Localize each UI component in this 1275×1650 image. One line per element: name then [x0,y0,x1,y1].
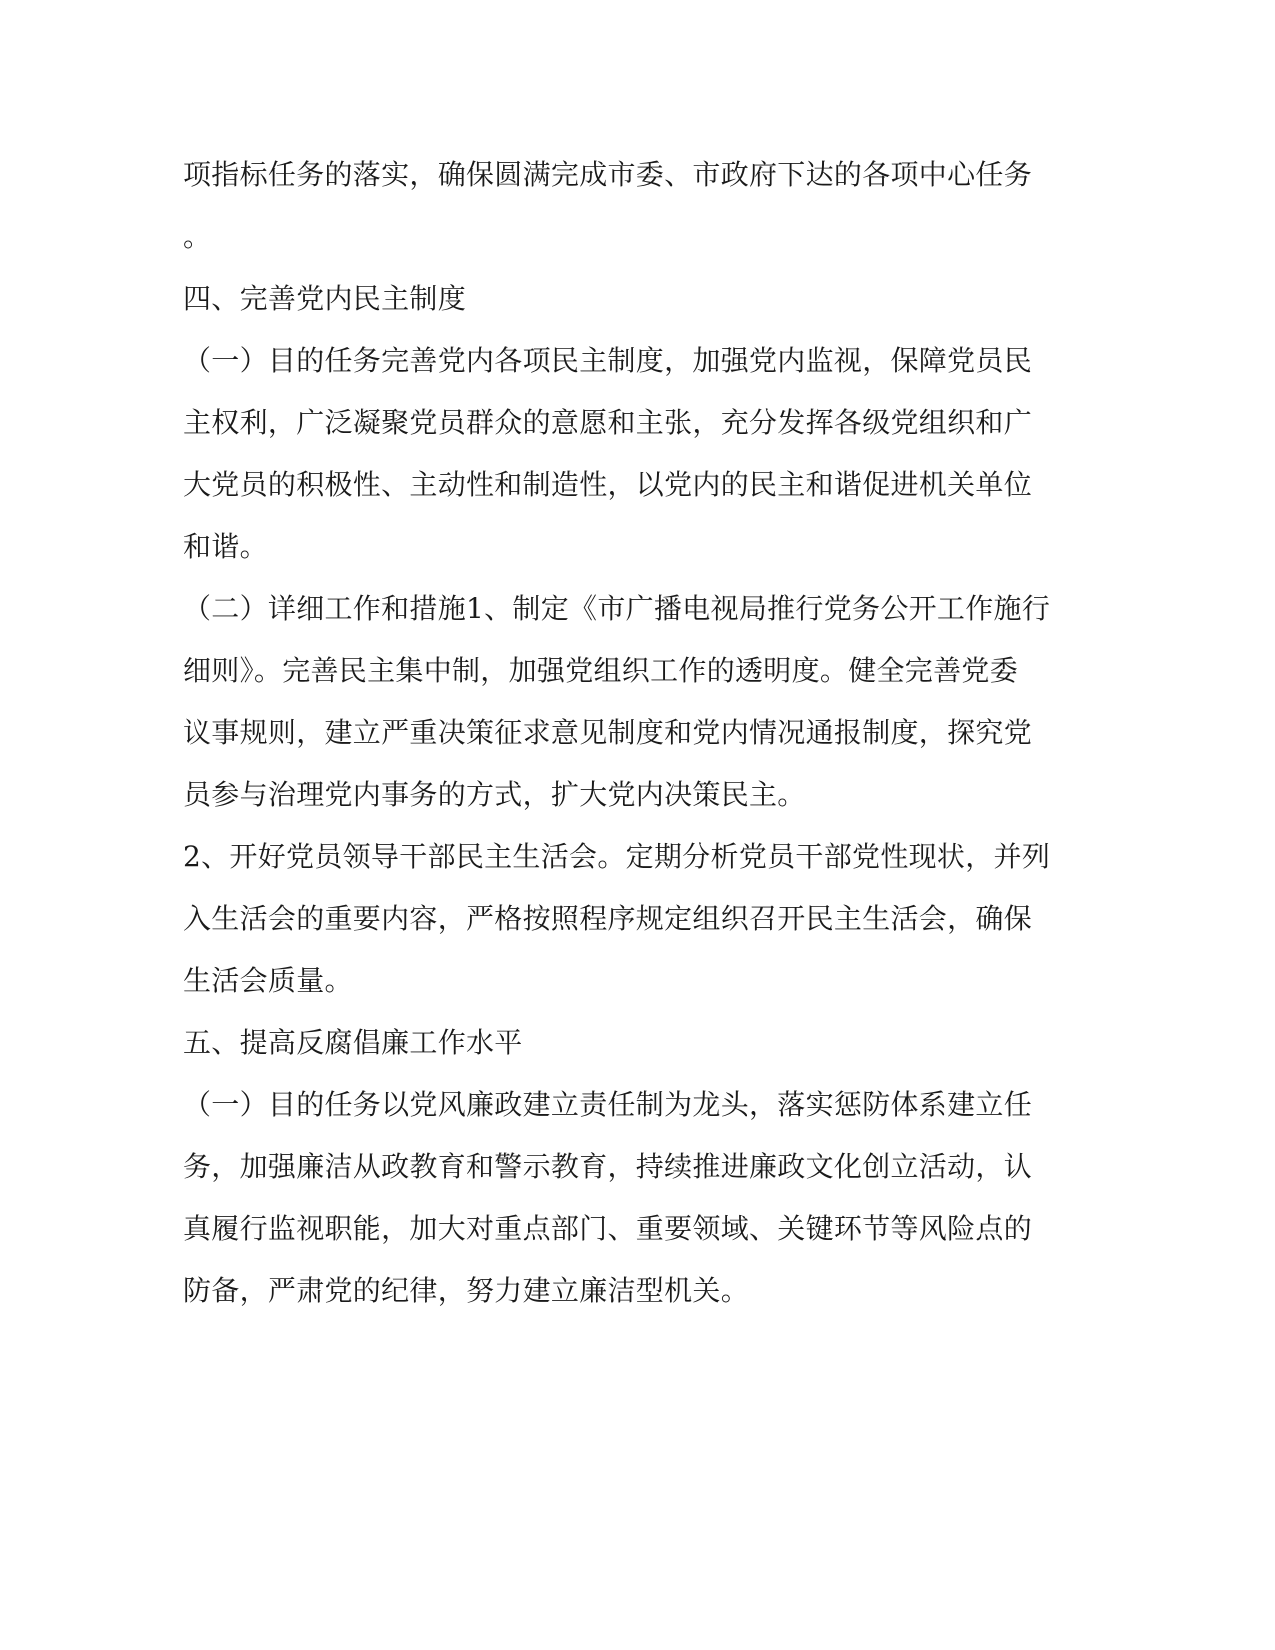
text-line: 防备，严肃党的纪律，努力建立廉洁型机关。 [183,1274,750,1307]
text-line: （一）目的任务以党风廉政建立责任制为龙头，落实惩防体系建立任 [183,1088,1033,1121]
section-heading: 四、完善党内民主制度 [183,282,467,315]
text-line: 细则》。完善民主集中制，加强党组织工作的透明度。健全完善党委 [183,654,1019,687]
text-line: 2、开好党员领导干部民主生活会。定期分析党员干部党性现状，并列 [183,840,1051,873]
text-line: 员参与治理党内事务的方式，扩大党内决策民主。 [183,778,806,811]
text-line: 。 [183,220,212,253]
body-text [183,150,1051,1328]
text-line: 大党员的积极性、主动性和制造性，以党内的民主和谐促进机关单位 [183,468,1033,501]
text-line: 真履行监视职能，加大对重点部门、重要领域、关键环节等风险点的 [183,1212,1033,1245]
text-line: 务，加强廉洁从政教育和警示教育，持续推进廉政文化创立活动，认 [183,1150,1033,1183]
section-heading: 五、提高反腐倡廉工作水平 [183,1026,523,1059]
text-line: 主权利，广泛凝聚党员群众的意愿和主张，充分发挥各级党组织和广 [183,406,1033,439]
text-line: 议事规则，建立严重决策征求意见制度和党内情况通报制度，探究党 [183,716,1033,749]
text-line: 生活会质量。 [183,964,353,997]
text-line: 入生活会的重要内容，严格按照程序规定组织召开民主生活会，确保 [183,902,1033,935]
text-line: （一）目的任务完善党内各项民主制度，加强党内监视，保障党员民 [183,344,1033,377]
text-line: 和谐。 [183,530,268,563]
text-line: 项指标任务的落实，确保圆满完成市委、市政府下达的各项中心任务 [183,158,1033,191]
text-line: （二）详细工作和措施1、制定《市广播电视局推行党务公开工作施行 [183,592,1051,625]
